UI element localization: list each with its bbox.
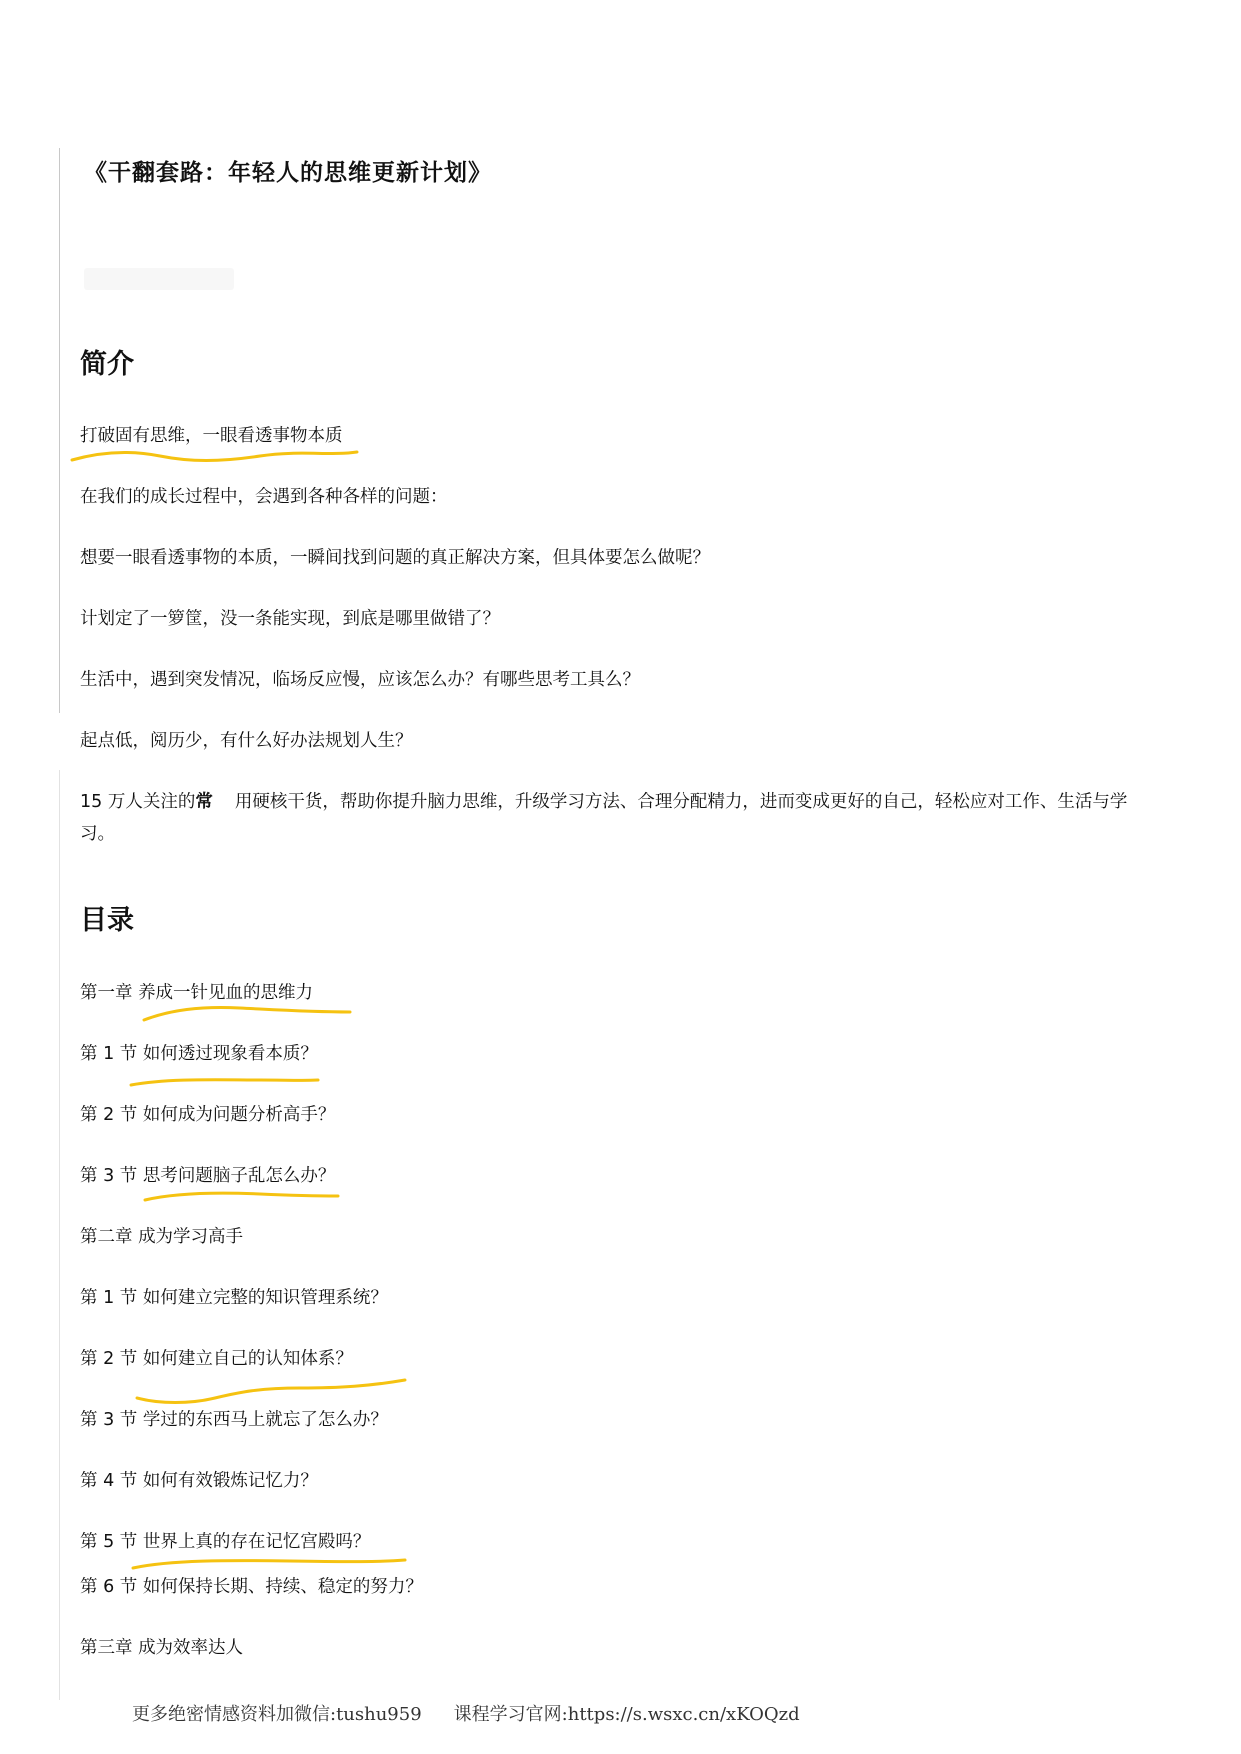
- toc-item: 第 1 节 如何建立完整的知识管理系统？: [80, 1288, 388, 1308]
- toc-item: 第 5 节 世界上真的存在记忆宫殿吗？: [80, 1532, 371, 1552]
- highlight-underline: [72, 452, 357, 461]
- toc-item: 第 3 节 学过的东西马上就忘了怎么办？: [80, 1410, 388, 1430]
- toc-heading: 目录: [80, 905, 134, 936]
- intro-final-paragraph: [80, 786, 1160, 850]
- footer-wechat: 更多绝密情感资料加微信:tushu959: [132, 1704, 422, 1725]
- highlight-underline: [145, 1193, 338, 1200]
- left-margin-rule: [59, 148, 60, 713]
- toc-item: 第三章 成为效率达人: [80, 1638, 244, 1658]
- intro-line: 在我们的成长过程中，会遇到各种各样的问题：: [80, 487, 448, 507]
- document-title: 《干翻套路：年轻人的思维更新计划》: [84, 160, 492, 186]
- intro-final-prefix: 15 万人关注的: [80, 792, 196, 812]
- toc-item: 第 2 节 如何建立自己的认知体系？: [80, 1349, 353, 1369]
- intro-line: 起点低，阅历少，有什么好办法规划人生？: [80, 731, 413, 751]
- highlight-underline: [131, 1080, 318, 1085]
- toc-item: 第二章 成为学习高手: [80, 1227, 244, 1247]
- toc-item: 第一章 养成一针见血的思维力: [80, 983, 314, 1003]
- left-margin-rule-lower: [59, 770, 60, 1700]
- faint-placeholder-bar: [84, 268, 234, 290]
- intro-heading: 简介: [80, 349, 134, 380]
- intro-final-rest: 用硬核干货，帮助你提升脑力思维，升级学习方法、合理分配精力，进而变成更好的自己，轻松应对工作、生活与学习。: [80, 792, 1128, 844]
- highlight-underline: [133, 1560, 405, 1568]
- intro-final-bold: 常: [195, 792, 213, 812]
- toc-item: 第 3 节 思考问题脑子乱怎么办？: [80, 1166, 336, 1186]
- toc-item: 第 2 节 如何成为问题分析高手？: [80, 1105, 336, 1125]
- intro-line: 计划定了一箩筐，没一条能实现，到底是哪里做错了？: [80, 609, 500, 629]
- intro-line: 生活中，遇到突发情况，临场反应慢，应该怎么办？有哪些思考工具么？: [80, 670, 640, 690]
- footer-watermark: [132, 1700, 800, 1726]
- footer-website: 课程学习官网:https://s.wsxc.cn/xKOQzd: [453, 1704, 800, 1725]
- intro-headline: 打破固有思维，一眼看透事物本质: [80, 426, 343, 446]
- toc-item: 第 4 节 如何有效锻炼记忆力？: [80, 1471, 318, 1491]
- toc-item: 第 1 节 如何透过现象看本质？: [80, 1044, 318, 1064]
- highlight-underline: [144, 1008, 350, 1021]
- toc-item: 第 6 节 如何保持长期、持续、稳定的努力？: [80, 1577, 423, 1597]
- highlight-underline: [137, 1380, 405, 1403]
- intro-line: 想要一眼看透事物的本质，一瞬间找到问题的真正解决方案，但具体要怎么做呢？: [80, 548, 710, 568]
